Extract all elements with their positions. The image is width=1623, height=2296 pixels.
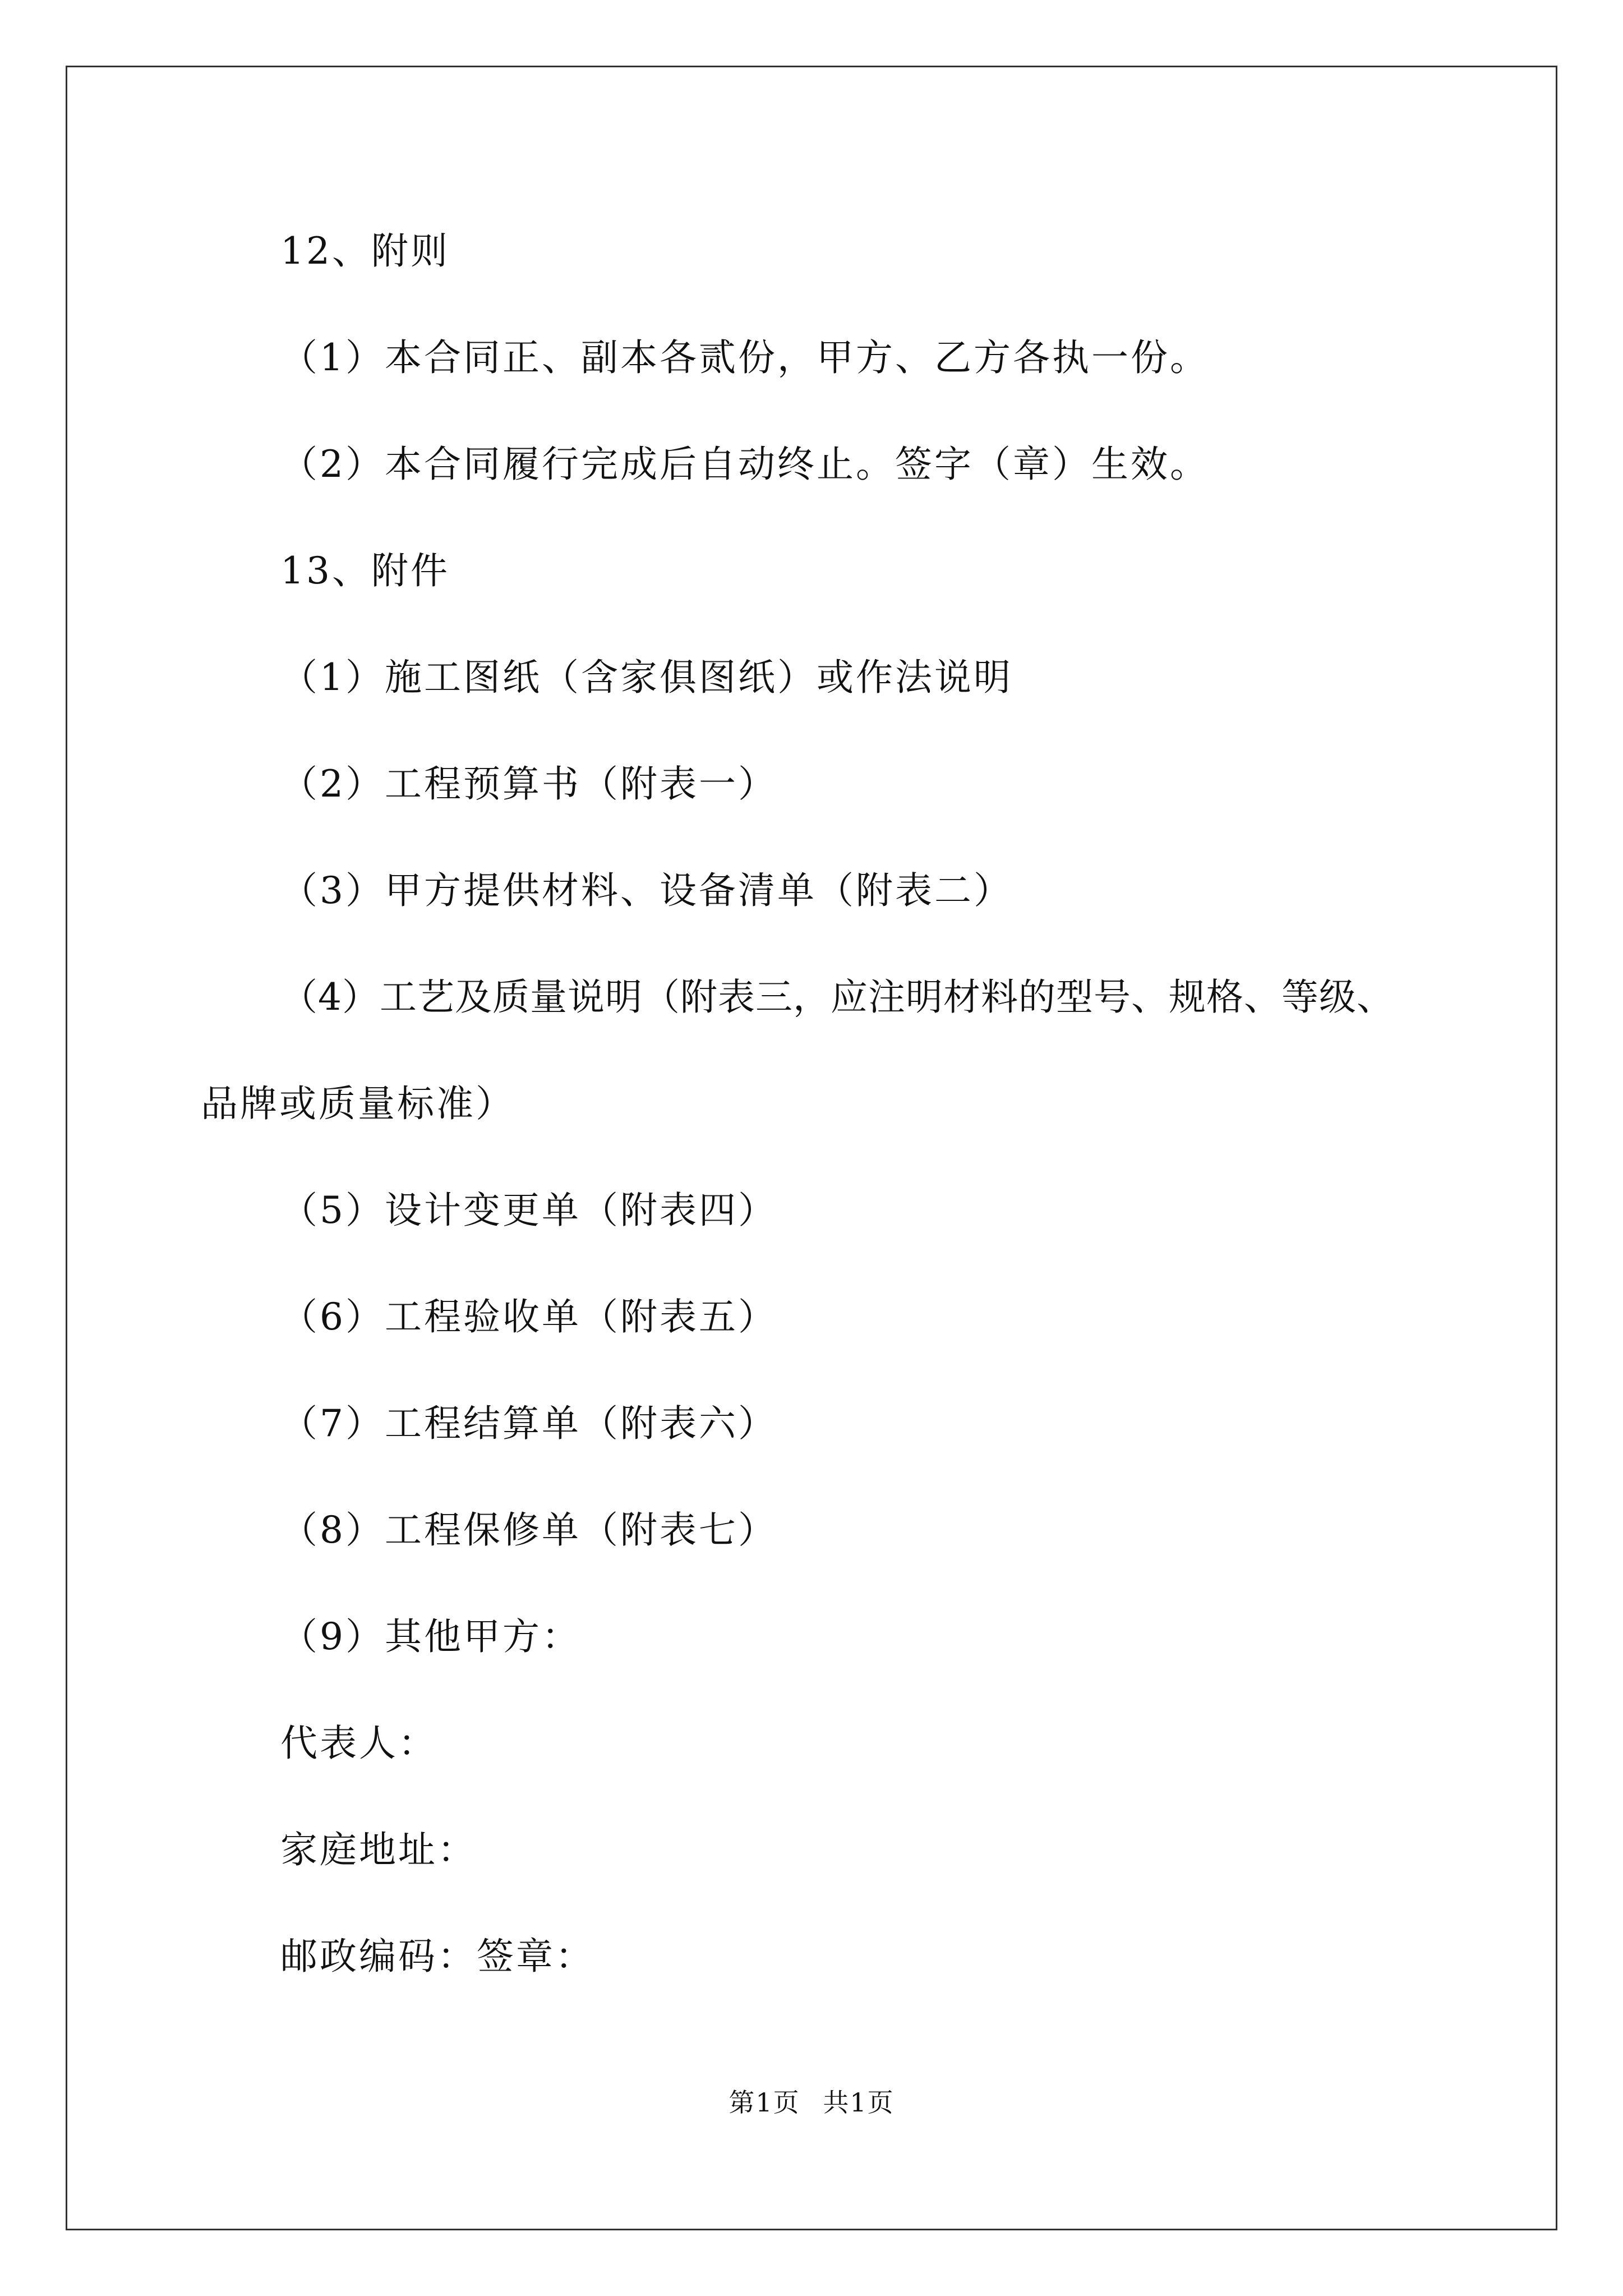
attachment-5: （5）设计变更单（附表四）: [280, 1189, 777, 1232]
clause-12-1: （1）本合同正、副本各贰份，甲方、乙方各执一份。: [280, 336, 1209, 379]
page-footer: [0, 2086, 1623, 2119]
attachment-3: （3）甲方提供材料、设备清单（附表二）: [280, 869, 1013, 912]
clause-12-2: （2）本合同履行完成后自动终止。签字（章）生效。: [280, 443, 1209, 486]
representative-field: 代表人：: [280, 1722, 437, 1765]
postal-code-signature-field: 邮政编码：签章：: [280, 1935, 594, 1978]
attachment-6: （6）工程验收单（附表五）: [280, 1295, 777, 1338]
page-number: 第1页: [728, 2087, 800, 2118]
attachment-7: （7）工程结算单（附表六）: [280, 1402, 777, 1445]
attachment-8: （8）工程保修单（附表七）: [280, 1508, 777, 1552]
attachment-2: （2）工程预算书（附表一）: [280, 762, 777, 806]
attachment-4-continued: 品牌或质量标准）: [201, 1082, 515, 1125]
attachment-1: （1）施工图纸（含家俱图纸）或作法说明: [280, 656, 1013, 699]
section-heading-13: 13、附件: [280, 549, 450, 592]
section-heading-12: 12、附则: [280, 229, 450, 273]
page-total: 共1页: [823, 2087, 895, 2118]
attachment-4: （4）工艺及质量说明（附表三，应注明材料的型号、规格、等级、: [280, 976, 1394, 1019]
attachment-9: （9）其他甲方：: [280, 1615, 581, 1658]
home-address-field: 家庭地址：: [280, 1828, 477, 1871]
page-border: [66, 66, 1557, 2230]
